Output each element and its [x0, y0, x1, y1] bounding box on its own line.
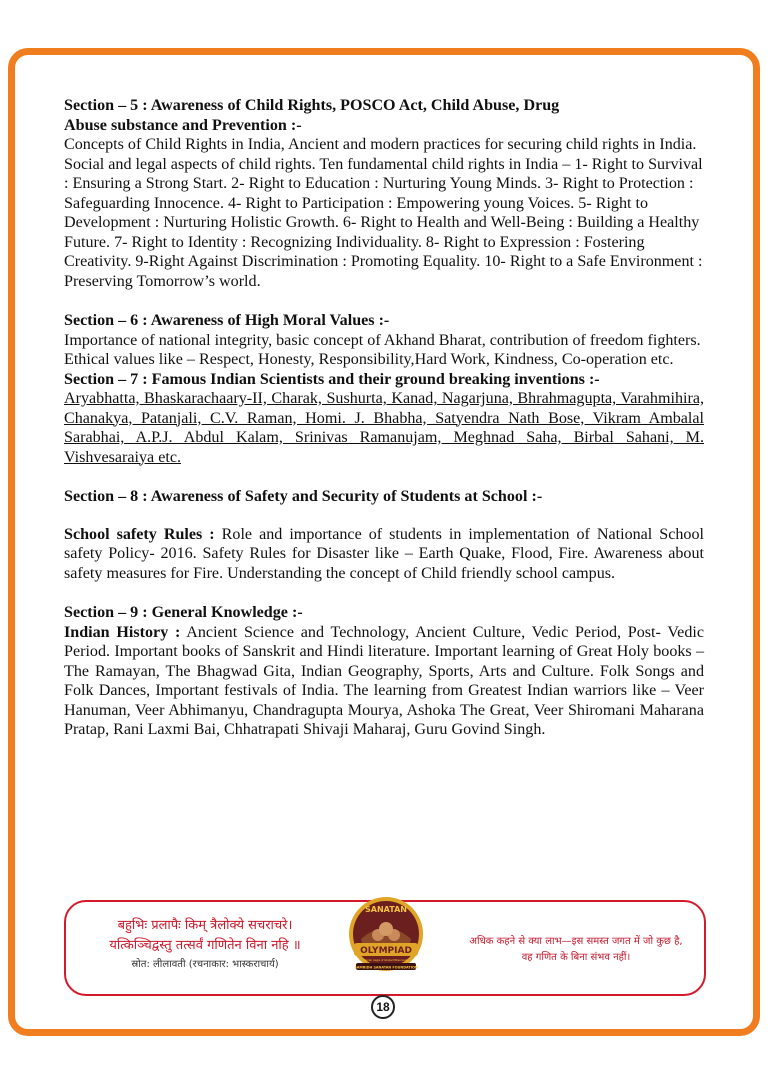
hindi-line-1: अधिक कहने से क्या लाभ—इस समस्त जगत में जो कुछ है, [469, 936, 683, 947]
section-8-title: Section – 8 : Awareness of Safety and Security of Students at School :- [64, 488, 543, 505]
hindi-line-2: वह गणित के बिना संभव नहीं। [521, 952, 631, 963]
hindi-translation [466, 934, 686, 966]
section-9-body: Ancient Science and Technology, Ancient Culture, Vedic Period, Post- Vedic Period. Important books of Sanskrit and Hindi literature. Important learning of Great Holy books – The Ramayan, The Bhagwad Gita, Indian Geography, Sports, Arts and Culture. Folk Songs and Folk Dances, Important festivals of India. The learning from Greatest Indian warriors like – Veer Hanuman, Veer Abhimanyu, Chandragupta Mourya, Ashoka The Great, Veer Shiromani Maharana Pratap, Rani Laxmi Bai, Chhatrapati Shivaji Maharaj, Guru Govind Singh. [64, 623, 704, 738]
section-8-body: Role and importance of students in implementation of National School safety Policy- 2016. Safety Rules for Disaster like – Earth Quake, Flood, Fire. Awareness about safety measures for Fire. Understanding the concept of Child friendly school campus. [64, 525, 704, 582]
section-5-title-line1: Section – 5 : Awareness of Child Rights, POSCO Act, Child Abuse, Drug [64, 97, 560, 114]
section-9-lead: Indian History : [64, 623, 181, 641]
quote-line-1: बहुभिः प्रलापैः किम् त्रैलोक्ये सचराचरे। [117, 918, 293, 933]
section-5-title-line2: Abuse substance and Prevention :- [64, 116, 302, 134]
sanskrit-quote [80, 916, 330, 974]
sanatan-olympiad-logo [347, 895, 425, 973]
section-7-body: Aryabhatta, Bhaskarachaary-II, Charak, Sushurta, Kanad, Nagarjuna, Bhrahmagupta, Varahmihira, Chanakya, Patanjali, C.V. Raman, Homi. J. Bhabha, Satyendra Nath Bose, Vikram Ambalal Sarabhai, A.P.J. Abdul Kalam, Srinivas Ramanujam, Meghnad Saha, Birbal Sahani, M. Vishvesaraiya etc. [64, 390, 704, 466]
logo-top-text: SANATAN [365, 905, 407, 914]
quote-line-2: यत्किञ्चिद्वस्तु तत्सर्वं गणितेन विना नहि ॥ [109, 938, 301, 953]
quote-source: स्रोत: लीलावती (रचनाकार: भास्कराचार्य) [131, 959, 279, 970]
section-9-title: Section – 9 : General Knowledge :- [64, 604, 303, 621]
section-8-lead: School safety Rules : [64, 525, 215, 543]
section-5-body: Concepts of Child Rights in India, Ancient and modern practices for securing child rights in India. Social and legal aspects of child rights. Ten fundamental child rights in India – 1- Right to Survival : Ensuring a Strong Start. 2- Right to Education : Nurturing Young Minds. 3- Right to Protection : Safeguarding Innocence. 4- Right to Participation : Empowering young Voices. 5- Right to Development : Nurturing Holistic Growth. 6- Right to Health and Well-Being : Building a Healthy Future. 7- Right to Identity : Recognizing Individuality. 8- Right to Expression : Fostering Creativity. 9-Right Against Discrimination : Promoting Equality. 10- Right to a Safe Environment : Preserving Tomorrow’s world. [64, 136, 703, 290]
section-7-title: Section – 7 : Famous Indian Scientists and their ground breaking inventions :- [64, 370, 600, 388]
page-content [64, 96, 704, 740]
section-6-title: Section – 6 : Awareness of High Moral Values :- [64, 312, 390, 329]
logo-main-text: OLYMPIAD [360, 946, 412, 956]
section-9-paragraph [64, 623, 704, 740]
logo-tag-text: Under Aegis of Global Millennium [364, 959, 408, 962]
section-6-body: Importance of national integrity, basic concept of Akhand Bharat, contribution of freedom fighters. Ethical values like – Respect, Honesty, Responsibility,Hard Work, Kindness, Co-operation etc. [64, 331, 701, 368]
logo-ribbon-text: SAMRIDH SANATAN FOUNDATION [354, 965, 418, 970]
section-8-paragraph [64, 525, 704, 584]
page-number: 18 [371, 995, 395, 1019]
